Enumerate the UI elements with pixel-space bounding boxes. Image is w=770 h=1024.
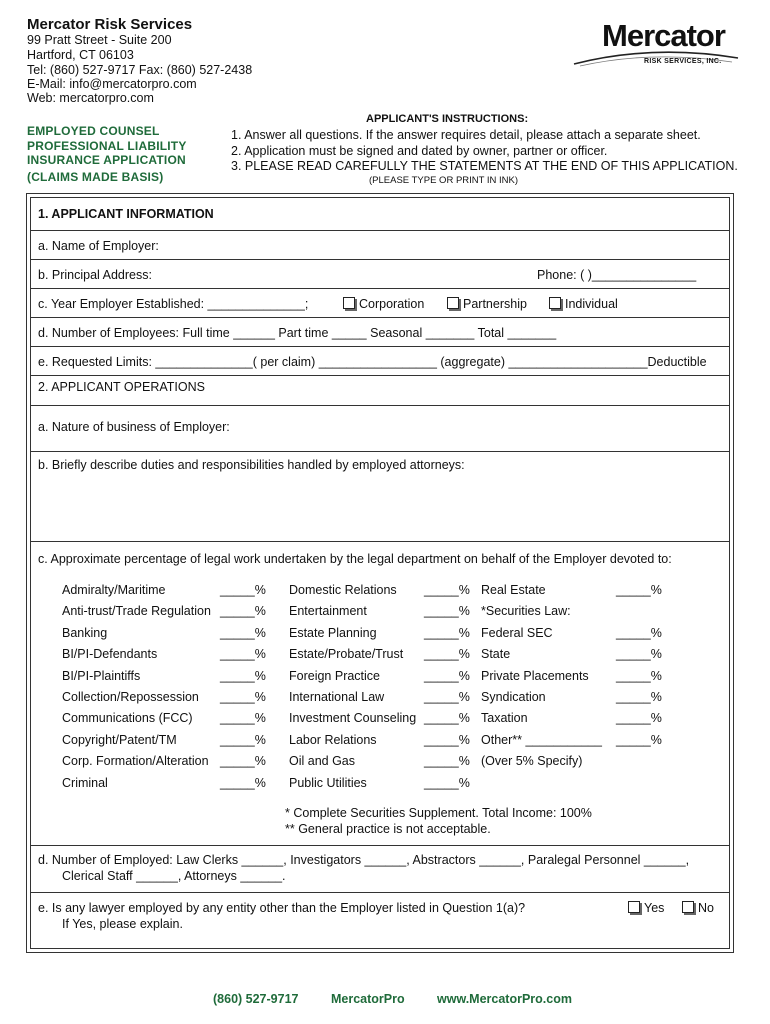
company-address-1: 99 Pratt Street - Suite 200 [27,33,172,47]
no-label: No [698,901,714,915]
individual-label: Individual [565,297,618,311]
practice-area-label: Copyright/Patent/TM [62,732,177,747]
instructions-heading: APPLICANT'S INSTRUCTIONS: [366,113,529,125]
percentage-blank[interactable]: _____% [424,711,470,726]
percentage-blank[interactable]: _____% [616,647,662,662]
divider [30,230,730,231]
company-web: Web: mercatorpro.com [27,91,154,105]
percentage-blank[interactable]: _____% [220,690,266,704]
attorney-duties-field[interactable]: b. Briefly describe duties and responsibilities handled by employed attorneys: [38,458,465,472]
logo-wordmark: Mercator [602,18,725,53]
percentage-blank[interactable]: _____% [424,732,470,747]
practice-area-label: Admiralty/Maritime [62,583,166,597]
footer-web[interactable]: www.MercatorPro.com [437,992,572,1006]
percentage-blank[interactable]: _____% [424,647,470,662]
practice-area-label: Real Estate [481,583,546,597]
practice-area-label: International Law [289,690,385,704]
checkbox-icon[interactable] [343,297,355,309]
percentage-blank[interactable]: _____% [220,604,266,619]
divider [30,346,730,347]
partnership-option[interactable] [447,297,527,311]
partnership-label: Partnership [463,297,527,311]
practice-area-label: Banking [62,625,108,640]
practice-area-label: Domestic Relations [289,583,397,597]
number-of-employees-field[interactable]: d. Number of Employees: Full time ______ Part time _____ Seasonal _______ Total _______ [38,326,557,340]
checkbox-icon[interactable] [549,297,561,309]
practice-area-label: Anti-trust/Trade Regulation [62,604,211,619]
yes-label: Yes [644,901,665,915]
requested-limits-field[interactable]: e. Requested Limits: ______________( per claim) _________________ (aggregate) ____________________Deductible [38,355,707,369]
form-title-2: PROFESSIONAL LIABILITY [27,139,187,153]
practice-area-label: Estate/Probate/Trust [289,647,404,662]
form-title-4: (CLAIMS MADE BASIS) [27,170,164,184]
percentage-blank[interactable]: _____% [220,754,266,769]
percentage-blank[interactable]: _____% [424,625,470,640]
practice-area-label: State [481,647,511,662]
company-address-2: Hartford, CT 06103 [27,48,134,62]
practice-area-label: Criminal [62,775,108,790]
checkbox-icon[interactable] [447,297,459,309]
practice-area-label: Other** ___________ [481,732,602,747]
practice-area-label: Investment Counseling [289,711,417,726]
other-entity-question: e. Is any lawyer employed by any entity other than the Employer listed in Question 1(a)? [38,901,526,915]
logo-subtitle: RISK SERVICES, INC. [644,58,722,65]
divider [30,288,730,289]
instruction-1: 1. Answer all questions. If the answer requires detail, please attach a separate sheet. [231,128,701,142]
divider [30,405,730,406]
practice-area-label: BI/PI-Plaintiffs [62,668,141,683]
percentage-blank[interactable]: _____% [220,711,266,726]
individual-option[interactable] [549,297,618,311]
practice-area-label: Foreign Practice [289,668,381,683]
company-phones: Tel: (860) 527-9717 Fax: (860) 527-2438 [27,63,253,77]
practice-area-label: Labor Relations [289,732,377,747]
number-employed-field-cont[interactable]: Clerical Staff ______, Attorneys ______. [62,869,286,883]
percentage-blank[interactable]: _____% [220,732,266,747]
percentage-blank[interactable]: _____% [220,775,266,790]
divider [30,317,730,318]
percentage-blank[interactable]: _____% [616,711,662,726]
corporation-label: Corporation [359,297,425,311]
explain-prompt: If Yes, please explain. [62,917,183,931]
practice-area-label: Federal SEC [481,625,553,640]
practice-area-label: Private Placements [481,668,589,683]
practice-area-label: Entertainment [289,604,367,619]
instructions-note: (PLEASE TYPE OR PRINT IN INK) [369,175,519,186]
percentage-blank[interactable]: _____% [220,668,266,683]
percentage-blank[interactable]: _____% [616,732,662,747]
checkbox-icon[interactable] [628,901,640,913]
percentage-blank[interactable]: _____% [424,604,470,619]
instruction-3: 3. PLEASE READ CAREFULLY THE STATEMENTS AT THE END OF THIS APPLICATION. [231,159,738,173]
divider [30,892,730,893]
principal-address-field[interactable]: b. Principal Address: [38,268,152,282]
corporation-option[interactable] [343,297,424,311]
percentage-blank[interactable]: _____% [424,690,470,704]
legal-work-question: c. Approximate percentage of legal work undertaken by the legal department on behalf of the Employer devoted to: [38,552,672,566]
percentage-blank[interactable]: _____% [220,583,266,597]
practice-area-label: Oil and Gas [289,754,356,769]
instruction-2: 2. Application must be signed and dated by owner, partner or officer. [231,144,608,158]
company-name: Mercator Risk Services [27,16,193,33]
phone-field[interactable]: Phone: ( )_______________ [537,268,697,282]
form-title-3: INSURANCE APPLICATION [27,153,186,167]
form-title-1: EMPLOYED COUNSEL [27,124,160,138]
divider [30,541,730,542]
percentage-blank[interactable]: _____% [616,583,662,597]
percentage-blank[interactable]: _____% [424,583,470,597]
divider [30,845,730,846]
section-2-heading: 2. APPLICANT OPERATIONS [38,380,205,394]
percentage-blank[interactable]: _____% [616,625,662,640]
divider [30,259,730,260]
percentage-blank[interactable]: _____% [424,754,470,769]
percentage-blank[interactable]: _____% [616,668,662,683]
divider [30,375,730,376]
practice-area-label: Taxation [481,711,528,726]
practice-area-label: Collection/Repossession [62,690,199,704]
footer-phone: (860) 527-9717 [213,992,299,1006]
mercator-logo [572,18,740,72]
number-employed-field[interactable]: d. Number of Employed: Law Clerks ______, Investigators ______, Abstractors ______, Paralegal Personnel ______, [38,853,690,867]
percentage-blank[interactable]: _____% [424,775,470,790]
company-email: E-Mail: info@mercatorpro.com [27,77,197,91]
practice-area-label: Communications (FCC) [62,711,193,726]
divider [30,451,730,452]
practice-area-label: (Over 5% Specify) [481,754,583,769]
practice-area-label: Syndication [481,690,546,704]
footer-brand: MercatorPro [331,992,405,1006]
practice-area-label: Estate Planning [289,625,377,640]
practice-area-label: *Securities Law: [481,604,571,619]
yes-option[interactable] [628,901,664,915]
percentage-blank[interactable]: _____% [424,668,470,683]
general-practice-note: ** General practice is not acceptable. [285,822,491,836]
section-1-heading: 1. APPLICANT INFORMATION [38,207,214,221]
nature-of-business-field[interactable]: a. Nature of business of Employer: [38,420,230,434]
securities-note: * Complete Securities Supplement. Total Income: 100% [285,806,592,820]
no-option[interactable] [682,901,714,915]
checkbox-icon[interactable] [682,901,694,913]
practice-area-label: Public Utilities [289,775,367,790]
percentage-blank[interactable]: _____% [220,625,266,640]
practice-area-label: Corp. Formation/Alteration [62,754,209,769]
percentage-blank[interactable]: _____% [616,690,662,704]
year-established-field[interactable]: c. Year Employer Established: ______________; [38,297,309,311]
practice-area-label: BI/PI-Defendants [62,647,158,662]
employer-name-field[interactable]: a. Name of Employer: [38,239,159,253]
percentage-blank[interactable]: _____% [220,647,266,662]
